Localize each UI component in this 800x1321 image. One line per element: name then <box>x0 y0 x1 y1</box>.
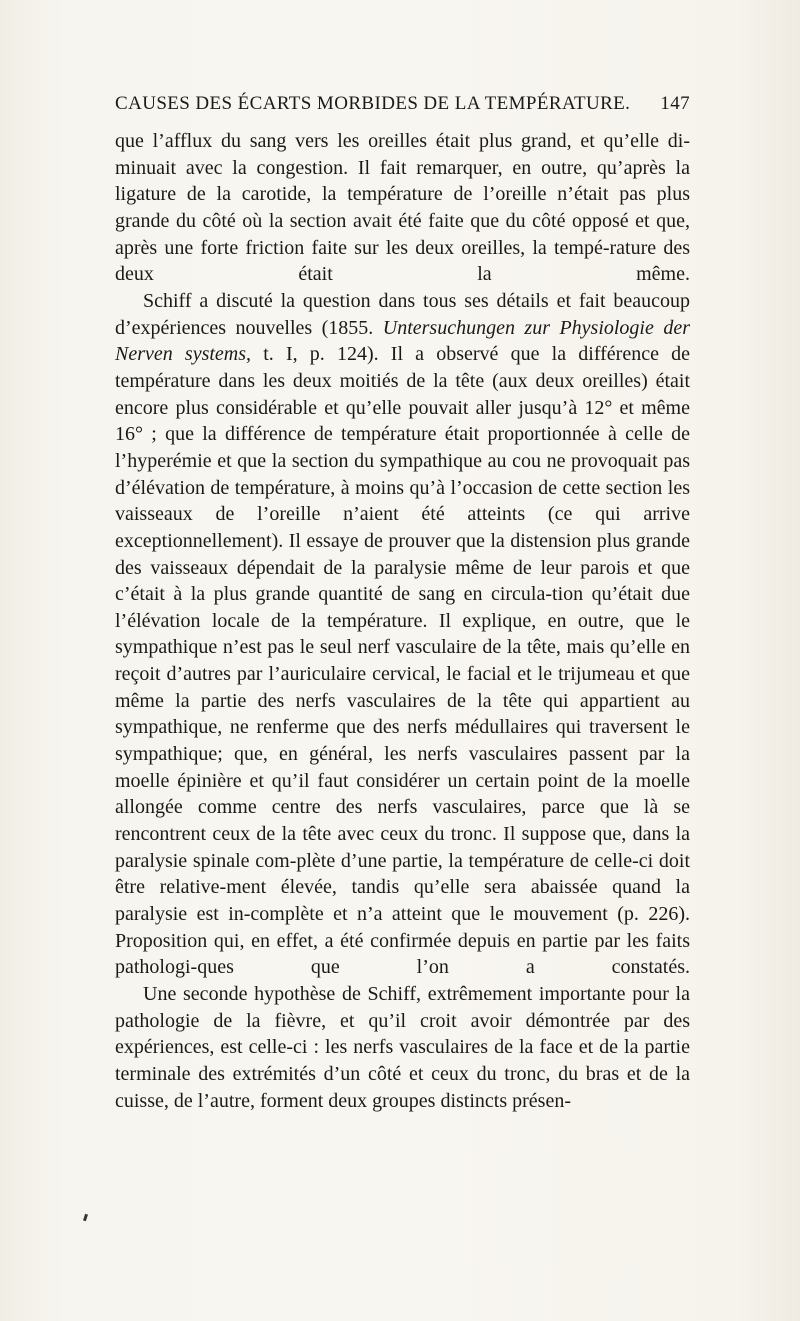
book-title-italic: Untersuchungen zur Physiologie der Nerven systems <box>115 316 690 366</box>
paragraph-2-rest: , t. I, p. 124). Il a observé que la différence de température dans les deux moitiés de la tête (aux deux oreilles) était encore plus considérable et qu’elle pouvait aller jusqu’à 12° et même 16° ; que la différence de température était proportionnée à celle de l’hyperémie et que la section du sympathique au cou ne provoquait pas d’élévation de température, à moins qu’à l’occasion de cette section les vaisseaux de l’oreille n’aient été atteints (ce qui arrive exceptionnellement). Il essaye de prouver que la distension plus grande des vaisseaux dépendait de la paralysie même de leur parois et que c’était à la plus grande quantité de sang en circula-tion qu’était due l’élévation locale de la température. Il explique, en outre, que le sympathique n’est pas le seul nerf vasculaire de la tête, mais qu’elle en reçoit d’autres par l’auriculaire cervical, le facial et le trijumeau et que même la partie des nerfs vasculaires de la tête qui appartient au sympathique, ne renferme que des nerfs médullaires qui traversent le sympathique; que, en général, les nerfs vasculaires passent par la moelle épinière et qu’il faut considérer un certain point de la moelle allongée comme centre des nerfs vasculaires, parce que là se rencontrent ceux de la tête avec ceux du tronc. Il suppose que, dans la paralysie spinale com-plète d’une partie, la température de celle-ci doit être relative-ment élevée, tandis qu’elle sera abaissée quand la paralysie est in-complète et n’a atteint que le mouvement (p. 226). Proposition qui, en effet, a été confirmée depuis en partie par les faits pathologi-ques que l’on a constatés. <box>115 343 691 979</box>
paragraph-2-start: Schiff a discuté la question dans tous ses détails et fait beaucoup d’expériences nouvelles (1855. <box>115 289 690 339</box>
page-number: 147 <box>660 93 690 114</box>
paragraph-2 <box>115 288 690 981</box>
body-text <box>115 128 690 1114</box>
running-title: CAUSES DES ÉCARTS MORBIDES DE LA TEMPÉRATURE. <box>115 93 631 114</box>
page-header <box>115 93 690 119</box>
paragraph-1: que l’afflux du sang vers les oreilles était plus grand, et qu’elle di-minuait avec la congestion. Il fait remarquer, en outre, qu’après la ligature de la carotide, la température de l’oreille n’était pas plus grande du côté où la section avait été faite que du côté opposé et que, après une forte friction faite sur les deux oreilles, la tempé-rature des deux était la même. <box>115 130 690 286</box>
paragraph-3: Une seconde hypothèse de Schiff, extrêmement importante pour la pathologie de la fièvre, et qu’il croit avoir démontrée par des expériences, est celle-ci : les nerfs vasculaires de la face et de la partie terminale des extrémités d’un côté et ceux du tronc, du bras et de la cuisse, de l’autre, forment deux groupes distincts présen- <box>115 983 690 1112</box>
margin-mark <box>83 1214 88 1222</box>
